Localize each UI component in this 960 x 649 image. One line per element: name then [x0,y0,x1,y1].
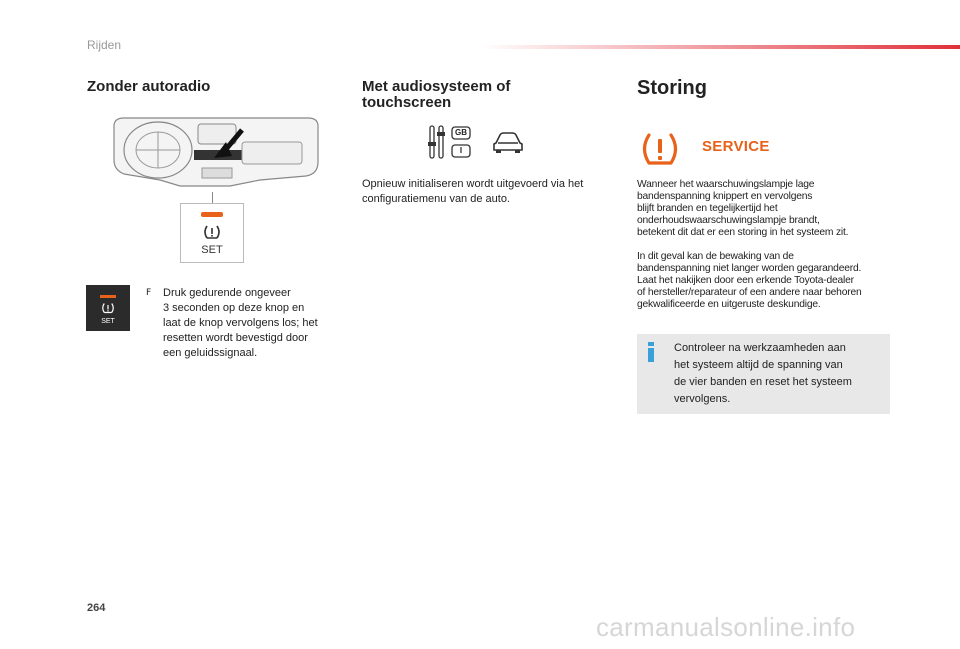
heading-zonder-autoradio: Zonder autoradio [87,78,211,95]
page-number: 264 [87,602,106,614]
i-label: I [459,146,463,155]
text-line: de vier banden en reset het systeem [674,376,852,388]
storing-paragraph-2 [637,251,917,311]
instruction-line: een geluidssignaal. [163,347,258,359]
heading-line: touchscreen [362,94,452,111]
heading-audiosysteem [362,79,562,111]
instruction-line: resetten wordt bevestigd door [163,332,308,344]
text-line: Laat het nakijken door een erkende Toyota-dealer [637,275,854,286]
text-line: onderhoudswaarschuwingslampje brandt, [637,215,820,226]
set-led [201,212,223,217]
instruction-line: Druk gedurende ongeveer [163,287,291,299]
text-line: blijft branden en tegelijkertijd het [637,203,778,214]
set-button-thumbnail [86,285,130,331]
tpms-warning-icon-small [101,302,115,314]
dashboard-illustration [110,112,322,192]
reinit-text [362,177,612,207]
text-line: configuratiemenu van de auto. [362,193,510,205]
heading-storing: Storing [637,77,707,99]
watermark: carmanualsonline.info [596,612,856,642]
instruction-line: 3 seconden op deze knop en [163,302,305,314]
tpms-warning-icon [203,224,221,240]
instruction-line: laat de knop vervolgens los; het [163,317,318,329]
text-line: of hersteller/reparateur of een andere naar behoren [637,287,862,298]
audio-settings-icon [428,124,474,160]
bullet-symbol: F [146,288,152,298]
info-text [674,340,879,408]
gb-label: GB [455,128,467,137]
text-line: Controleer na werkzaamheden aan [674,342,846,354]
service-warning-label: SERVICE [702,138,770,155]
text-line: In dit geval kan de bewaking van de [637,251,794,262]
reset-instruction [163,286,343,361]
text-line: Opnieuw initialiseren wordt uitgevoerd via het [362,178,584,190]
text-line: bandenspanning niet langer worden gegarandeerd. [637,263,862,274]
car-icon [492,131,524,153]
text-line: bandenspanning knippert en vervolgens [637,191,813,202]
heading-line: Met audiosysteem of [362,78,511,95]
storing-paragraph-1 [637,179,917,239]
info-icon [647,342,655,362]
text-line: betekent dit dat er een storing in het systeem zit. [637,227,849,238]
header-accent-bar [480,45,960,49]
text-line: vervolgens. [674,393,731,405]
tpms-warning-lamp-icon [640,131,680,167]
set-led-small [100,295,116,298]
text-line: gekwalificeerde en uitgeruste deskundige. [637,299,821,310]
text-line: Wanneer het waarschuwingslampje lage [637,179,815,190]
set-button-illustration [180,203,244,263]
text-line: het systeem altijd de spanning van [674,359,843,371]
set-label: SET [201,244,223,256]
section-title: Rijden [87,38,122,52]
dark-set-label: SET [101,318,115,325]
